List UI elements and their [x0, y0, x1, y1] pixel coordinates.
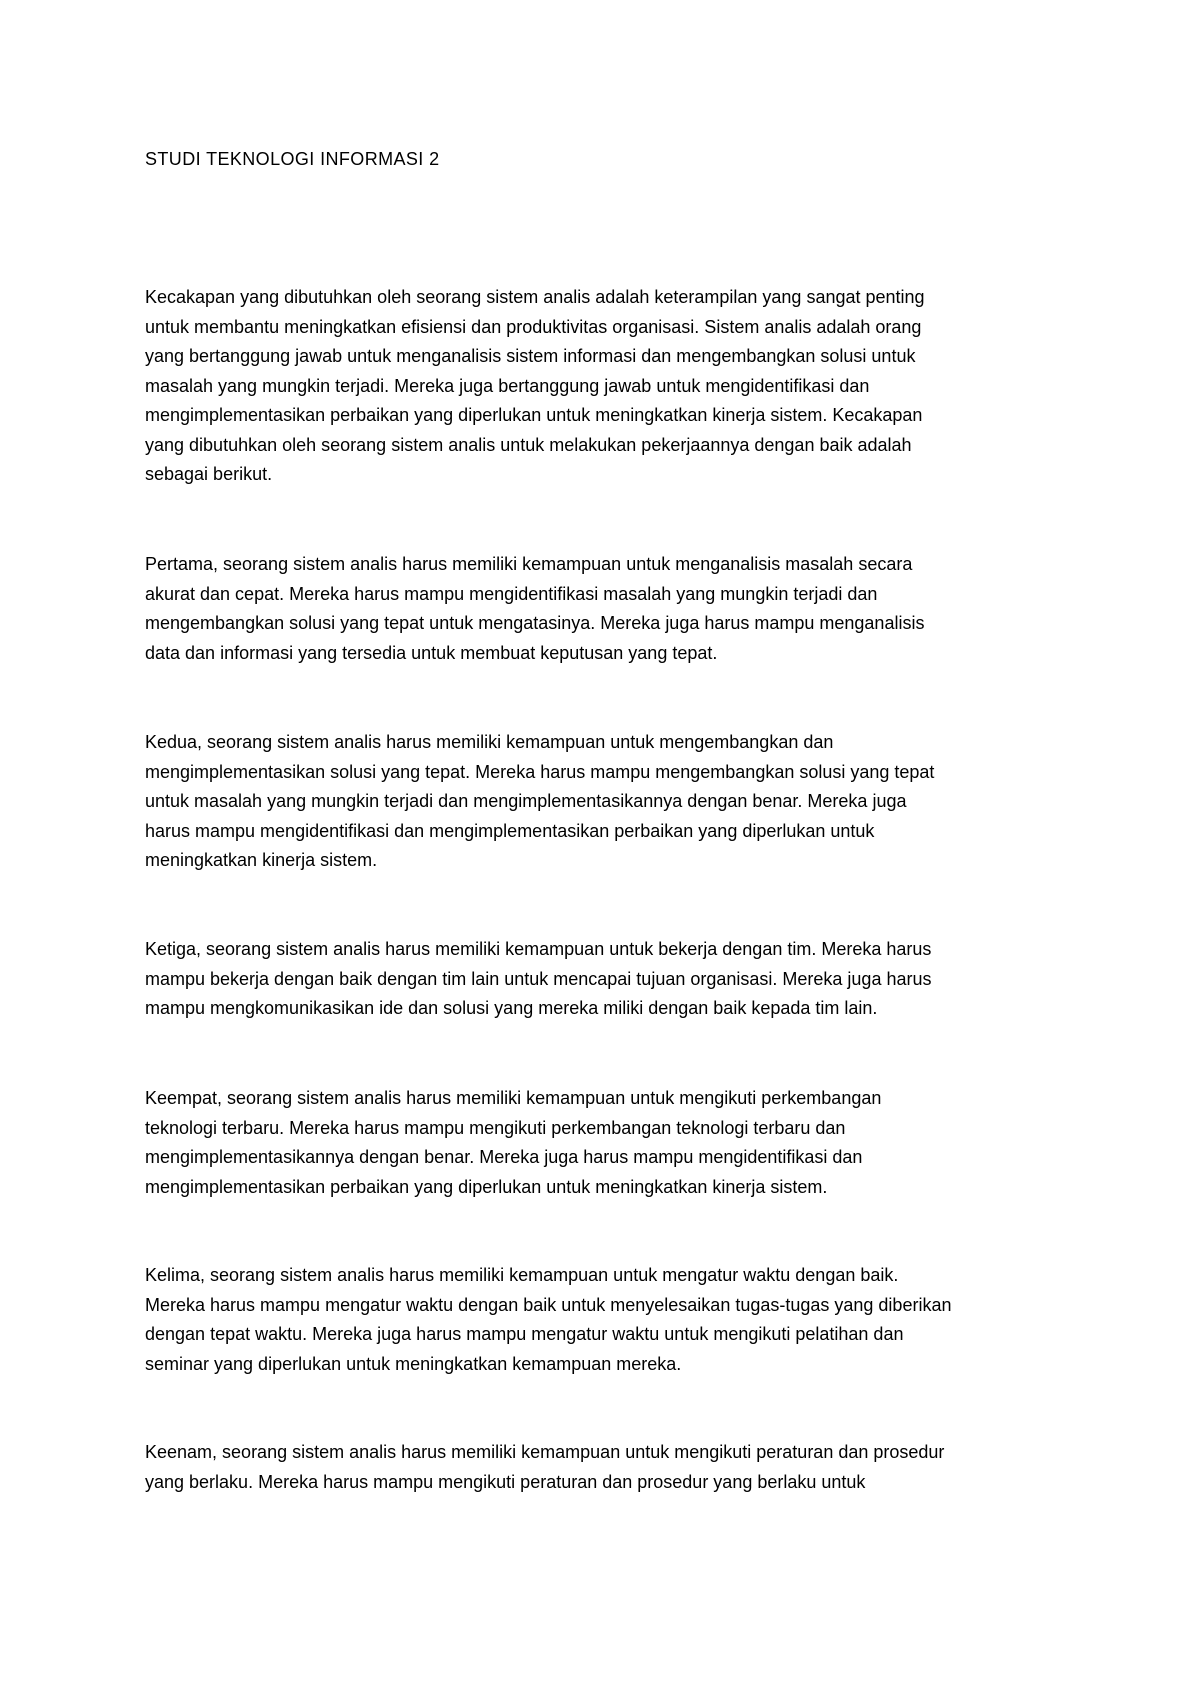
paragraph-line: teknologi terbaru. Mereka harus mampu mengikuti perkembangan teknologi terbaru dan	[145, 1117, 846, 1138]
paragraph-line: meningkatkan kinerja sistem.	[145, 850, 378, 870]
paragraph-line: mengembangkan solusi yang tepat untuk mengatasinya. Mereka juga harus mampu menganalisis	[145, 613, 925, 633]
paragraph-line: harus mampu mengidentifikasi dan mengimplementasikan perbaikan yang diperlukan untuk	[145, 820, 875, 841]
paragraph-line: mampu mengkomunikasikan ide dan solusi yang mereka miliki dengan baik kepada tim lain.	[145, 998, 878, 1018]
paragraph-line: Kecakapan yang dibutuhkan oleh seorang sistem analis adalah keterampilan yang sangat penting	[145, 287, 925, 307]
paragraph-pertama	[145, 550, 924, 668]
paragraph-kedua	[145, 728, 934, 876]
paragraph-line: Kedua, seorang sistem analis harus memiliki kemampuan untuk mengembangkan dan	[145, 732, 834, 752]
paragraph-line: Keempat, seorang sistem analis harus memiliki kemampuan untuk mengikuti perkembangan	[145, 1088, 882, 1108]
paragraph-line: mengimplementasikan perbaikan yang diperlukan untuk meningkatkan kinerja sistem.	[145, 1176, 828, 1197]
paragraph-intro	[145, 283, 925, 490]
paragraph-line: sebagai berikut.	[145, 464, 273, 484]
paragraph-line: untuk masalah yang mungkin terjadi dan mengimplementasikannya dengan benar. Mereka juga	[145, 791, 907, 811]
paragraph-line: mengimplementasikan solusi yang tepat. Mereka harus mampu mengembangkan solusi yang tepat	[145, 761, 935, 782]
paragraph-line: yang bertanggung jawab untuk menganalisis sistem informasi dan mengembangkan solusi untuk	[145, 346, 916, 366]
paragraph-kelima	[145, 1261, 951, 1379]
paragraph-line: yang berlaku. Mereka harus mampu mengikuti peraturan dan prosedur yang berlaku untuk	[145, 1471, 866, 1492]
paragraph-line: masalah yang mungkin terjadi. Mereka juga bertanggung jawab untuk mengidentifikasi dan	[145, 375, 870, 396]
paragraph-line: Keenam, seorang sistem analis harus memiliki kemampuan untuk mengikuti peraturan dan prosedur	[145, 1442, 945, 1462]
paragraph-line: Kelima, seorang sistem analis harus memiliki kemampuan untuk mengatur waktu dengan baik.	[145, 1265, 899, 1285]
paragraph-line: mampu bekerja dengan baik dengan tim lain untuk mencapai tujuan organisasi. Mereka juga harus	[145, 968, 932, 989]
paragraph-keempat	[145, 1084, 881, 1202]
paragraph-line: mengimplementasikan perbaikan yang diperlukan untuk meningkatkan kinerja sistem. Kecakapan	[145, 405, 923, 425]
paragraph-ketiga	[145, 935, 931, 1024]
paragraph-line: Pertama, seorang sistem analis harus memiliki kemampuan untuk menganalisis masalah secara	[145, 554, 913, 574]
paragraph-line: Ketiga, seorang sistem analis harus memiliki kemampuan untuk bekerja dengan tim. Mereka harus	[145, 939, 932, 959]
document-title: STUDI TEKNOLOGI INFORMASI 2	[145, 149, 440, 169]
paragraph-line: seminar yang diperlukan untuk meningkatkan kemampuan mereka.	[145, 1353, 682, 1374]
paragraph-line: akurat dan cepat. Mereka harus mampu mengidentifikasi masalah yang mungkin terjadi dan	[145, 583, 878, 604]
paragraph-line: Mereka harus mampu mengatur waktu dengan baik untuk menyelesaikan tugas-tugas yang diberikan	[145, 1294, 952, 1315]
paragraph-line: dengan tepat waktu. Mereka juga harus mampu mengatur waktu untuk mengikuti pelatihan dan	[145, 1324, 904, 1344]
paragraph-keenam	[145, 1438, 944, 1497]
paragraph-line: mengimplementasikannya dengan benar. Mereka juga harus mampu mengidentifikasi dan	[145, 1147, 863, 1167]
paragraph-line: yang dibutuhkan oleh seorang sistem analis untuk melakukan pekerjaannya dengan baik adalah	[145, 434, 912, 455]
paragraph-line: data dan informasi yang tersedia untuk membuat keputusan yang tepat.	[145, 642, 718, 663]
paragraph-line: untuk membantu meningkatkan efisiensi dan produktivitas organisasi. Sistem analis adalah orang	[145, 316, 922, 337]
